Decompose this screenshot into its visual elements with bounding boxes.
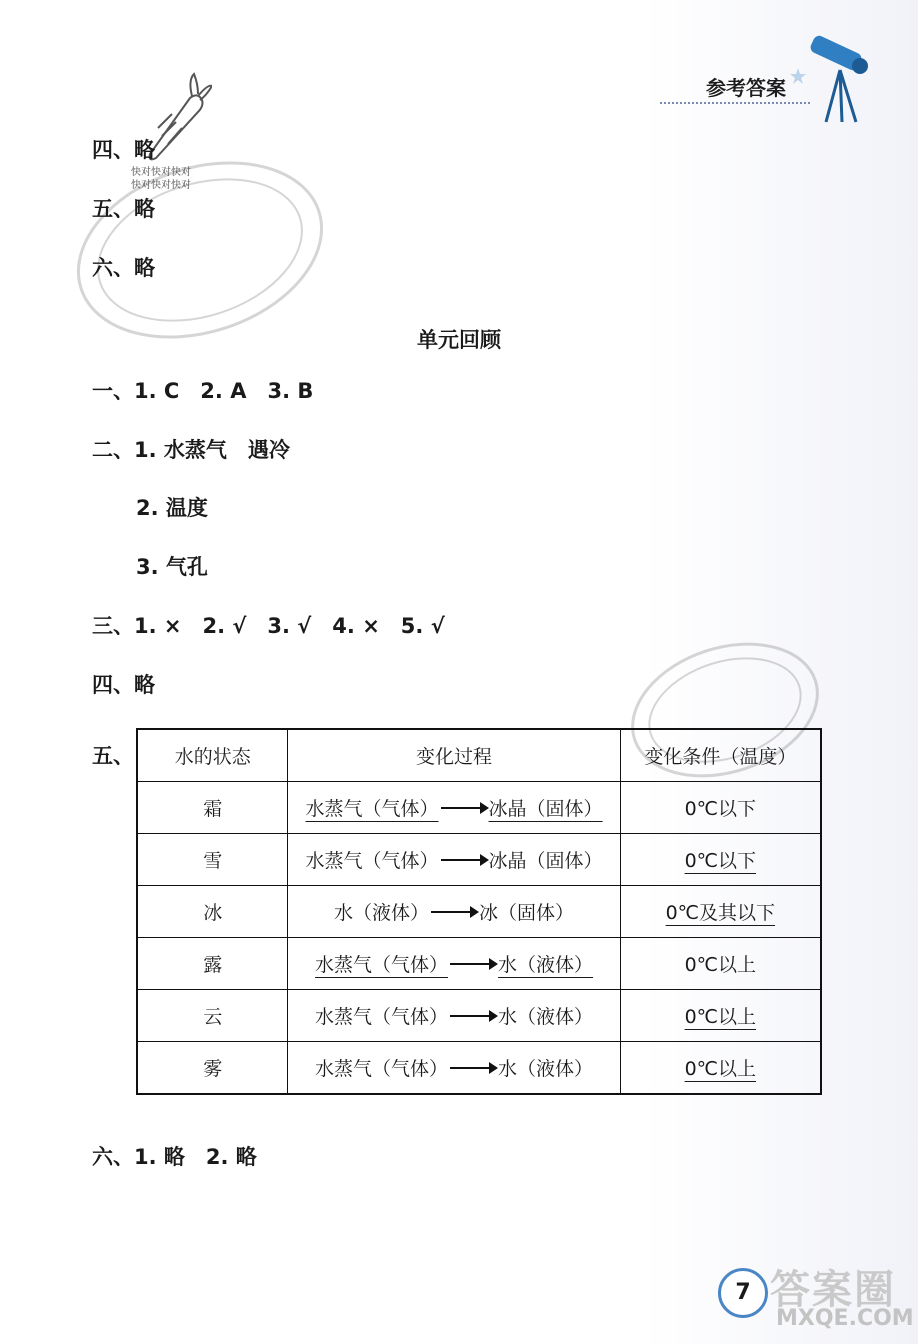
page-number: 7	[718, 1268, 768, 1318]
process-cell: 水（液体） 冰（固体）	[288, 886, 620, 938]
arrow-icon	[450, 1067, 496, 1069]
answer-line: 一、1. C 2. A 3. B	[92, 379, 314, 403]
table-row	[137, 782, 821, 834]
arrow-icon	[450, 963, 496, 965]
table-row	[137, 834, 821, 886]
table-row	[137, 990, 821, 1042]
watermark-text: 快对快对快对 快对快对快对	[131, 167, 191, 191]
arrow-icon	[431, 911, 477, 913]
state-cell: 露	[137, 938, 288, 990]
process-cell: 水蒸气（气体） 冰晶（固体）	[288, 782, 620, 834]
table-row	[137, 938, 821, 990]
process-cell: 水蒸气（气体） 冰晶（固体）	[288, 834, 620, 886]
answer-line: 3. 气孔	[136, 555, 208, 579]
answer-line: 四、略	[92, 138, 155, 162]
table-header: 变化条件（温度）	[620, 729, 821, 782]
condition-cell: 0℃以上	[620, 990, 821, 1042]
condition-cell: 0℃以上	[620, 938, 821, 990]
condition-cell: 0℃以上	[620, 1042, 821, 1095]
state-cell: 雾	[137, 1042, 288, 1095]
table-row	[137, 1042, 821, 1095]
telescope-icon	[780, 30, 880, 130]
arrow-icon	[441, 859, 487, 861]
answer-line: 六、略	[92, 256, 155, 280]
header-title: 参考答案	[706, 76, 786, 100]
process-cell: 水蒸气（气体） 水（液体）	[288, 990, 620, 1042]
condition-cell: 0℃以下	[620, 834, 821, 886]
section-title: 单元回顾	[417, 328, 501, 352]
state-cell: 冰	[137, 886, 288, 938]
table-header: 水的状态	[137, 729, 288, 782]
answer-line: 六、1. 略 2. 略	[92, 1145, 257, 1169]
table-row	[137, 886, 821, 938]
condition-cell: 0℃以下	[620, 782, 821, 834]
watermark-seal-icon	[60, 150, 340, 350]
brand-watermark: 答案圈	[770, 1267, 896, 1313]
brand-url-watermark: MXQE.COM	[776, 1306, 914, 1331]
condition-cell: 0℃及其以下	[620, 886, 821, 938]
answer-line: 2. 温度	[136, 496, 208, 520]
header-divider	[660, 102, 810, 104]
table-header-row	[137, 729, 821, 782]
answer-line: 五、	[92, 744, 134, 768]
state-cell: 雪	[137, 834, 288, 886]
answer-line: 三、1. × 2. √ 3. √ 4. × 5. √	[92, 614, 445, 638]
arrow-icon	[450, 1015, 496, 1017]
answer-line: 二、1. 水蒸气 遇冷	[92, 438, 290, 462]
state-cell: 霜	[137, 782, 288, 834]
table-header: 变化过程	[288, 729, 620, 782]
water-state-table	[136, 728, 822, 1095]
process-cell: 水蒸气（气体） 水（液体）	[288, 938, 620, 990]
process-cell: 水蒸气（气体） 水（液体）	[288, 1042, 620, 1095]
arrow-icon	[441, 807, 487, 809]
answer-line: 五、略	[92, 197, 155, 221]
state-cell: 云	[137, 990, 288, 1042]
answer-line: 四、略	[92, 673, 155, 697]
